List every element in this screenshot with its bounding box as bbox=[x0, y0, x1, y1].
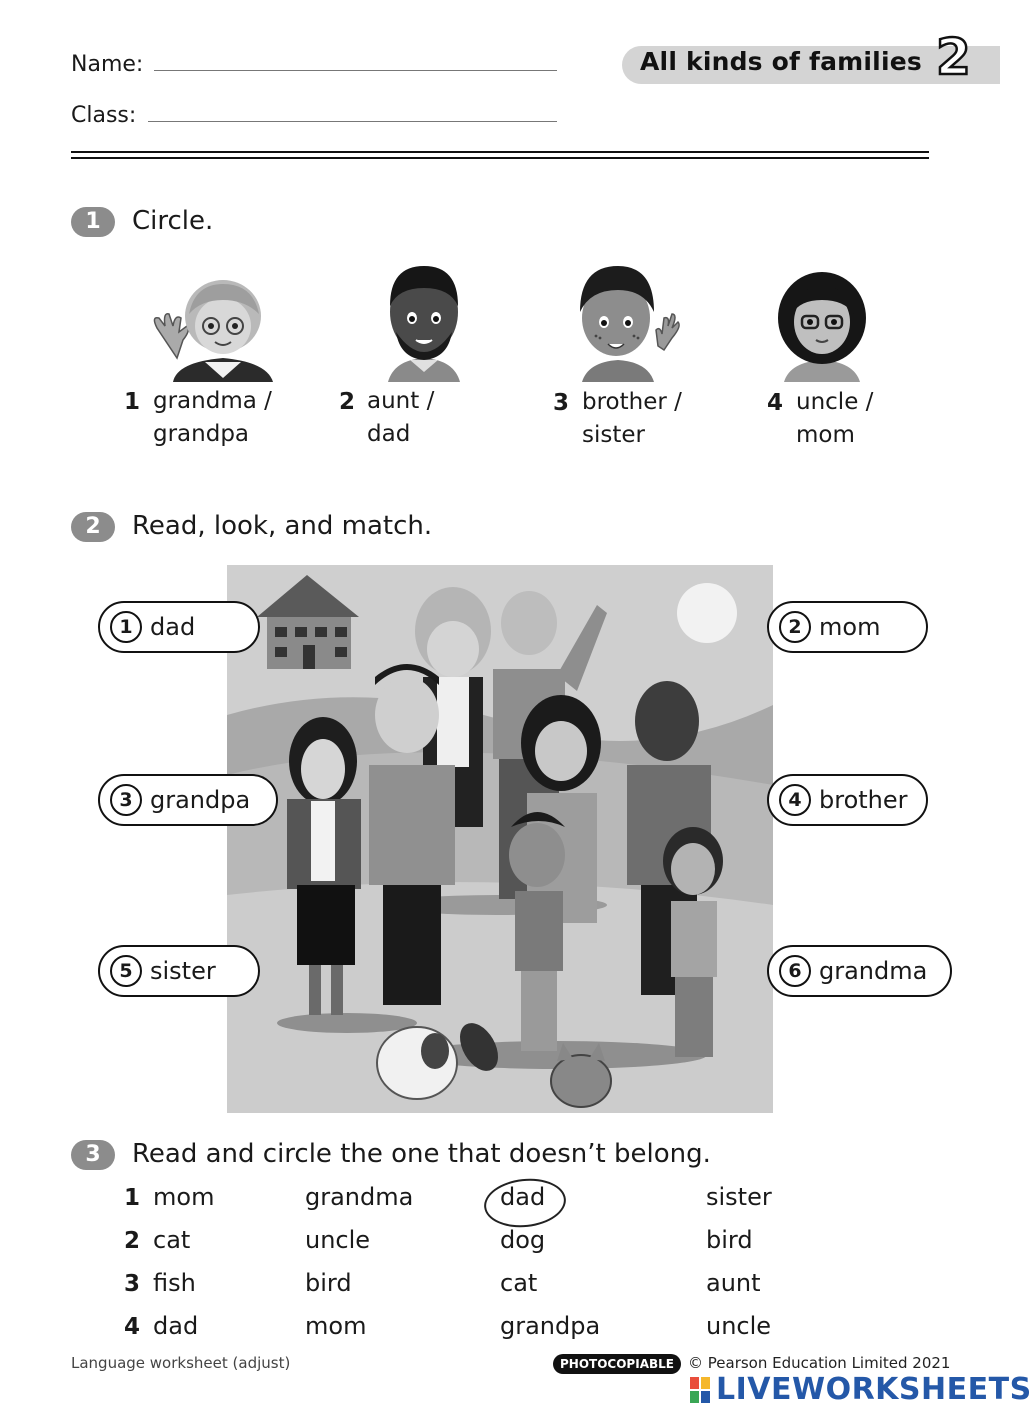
match-label-grandma[interactable] bbox=[767, 945, 952, 997]
mom-face-icon bbox=[776, 262, 868, 382]
match-label-word: mom bbox=[819, 613, 881, 641]
ex3-badge: 3 bbox=[71, 1140, 115, 1170]
ex3-word[interactable]: grandma bbox=[305, 1183, 414, 1211]
family-scene-illustration bbox=[227, 565, 773, 1113]
ex1-item-3-number: 3 bbox=[553, 390, 570, 416]
worksheet-title: All kinds of families bbox=[640, 47, 922, 76]
ex3-word[interactable]: cat bbox=[500, 1269, 538, 1297]
match-label-word: sister bbox=[150, 957, 216, 985]
match-label-word: grandpa bbox=[150, 786, 251, 814]
match-label-word: grandma bbox=[819, 957, 928, 985]
match-label-word: dad bbox=[150, 613, 196, 641]
ex3-word[interactable]: mom bbox=[153, 1183, 215, 1211]
ex1-item-3-line1[interactable]: brother / bbox=[582, 389, 682, 415]
match-label-number: 5 bbox=[110, 955, 142, 987]
match-label-sister[interactable] bbox=[98, 945, 260, 997]
match-label-grandpa[interactable] bbox=[98, 774, 278, 826]
grandma-face-icon bbox=[145, 258, 275, 382]
ex3-word[interactable]: fish bbox=[153, 1269, 196, 1297]
ex3-title: Read and circle the one that doesn’t belong. bbox=[132, 1139, 711, 1169]
ex3-word[interactable]: bird bbox=[305, 1269, 352, 1297]
ex3-row-3-number: 3 bbox=[124, 1271, 141, 1297]
ex1-item-3-line2[interactable]: sister bbox=[582, 422, 645, 448]
ex3-row-4-number: 4 bbox=[124, 1314, 141, 1340]
ex1-item-2-number: 2 bbox=[339, 389, 356, 415]
ex3-word[interactable]: uncle bbox=[706, 1312, 772, 1340]
liveworksheets-brand[interactable]: LIVEWORKSHEETS bbox=[716, 1372, 1032, 1407]
ex2-badge: 2 bbox=[71, 512, 115, 542]
ex1-item-4-line2[interactable]: mom bbox=[796, 422, 855, 448]
ex3-row-2-number: 2 bbox=[124, 1228, 141, 1254]
ex3-word[interactable]: mom bbox=[305, 1312, 367, 1340]
ex3-word[interactable]: dad bbox=[153, 1312, 199, 1340]
ex1-item-2-line2[interactable]: dad bbox=[367, 421, 411, 447]
ex2-title: Read, look, and match. bbox=[132, 511, 433, 541]
ex1-item-4-number: 4 bbox=[767, 390, 784, 416]
ex3-word[interactable]: dog bbox=[500, 1226, 546, 1254]
name-label: Name: bbox=[71, 52, 144, 77]
ex1-item-2-line1[interactable]: aunt / bbox=[367, 388, 435, 414]
ex3-word[interactable]: sister bbox=[706, 1183, 772, 1211]
match-label-number: 1 bbox=[110, 611, 142, 643]
footer-note: Language worksheet (adjust) bbox=[71, 1354, 291, 1372]
match-label-number: 3 bbox=[110, 784, 142, 816]
ex3-row-1-number: 1 bbox=[124, 1185, 141, 1211]
match-label-number: 4 bbox=[779, 784, 811, 816]
class-field-line[interactable] bbox=[148, 121, 557, 122]
dad-face-icon bbox=[382, 262, 466, 382]
liveworksheets-logo-icon bbox=[690, 1377, 710, 1403]
match-label-number: 2 bbox=[779, 611, 811, 643]
ex1-item-4-line1[interactable]: uncle / bbox=[796, 389, 874, 415]
ex1-item-1-line1[interactable]: grandma / bbox=[153, 388, 272, 414]
copyright-text: © Pearson Education Limited 2021 bbox=[688, 1354, 951, 1372]
ex3-word[interactable]: cat bbox=[153, 1226, 191, 1254]
header-rule-top bbox=[71, 151, 929, 153]
ex1-title: Circle. bbox=[132, 206, 214, 236]
class-label: Class: bbox=[71, 103, 137, 128]
ex3-word[interactable]: dad bbox=[500, 1183, 546, 1211]
match-label-number: 6 bbox=[779, 955, 811, 987]
ex1-item-1-line2[interactable]: grandpa bbox=[153, 421, 250, 447]
photocopiable-badge: PHOTOCOPIABLE bbox=[553, 1354, 681, 1374]
match-label-dad[interactable] bbox=[98, 601, 260, 653]
name-field-line[interactable] bbox=[154, 70, 557, 71]
match-label-word: brother bbox=[819, 786, 908, 814]
ex3-word[interactable]: grandpa bbox=[500, 1312, 601, 1340]
ex1-item-1-number: 1 bbox=[124, 389, 141, 415]
match-label-brother[interactable] bbox=[767, 774, 928, 826]
ex3-word[interactable]: aunt bbox=[706, 1269, 761, 1297]
ex3-word[interactable]: uncle bbox=[305, 1226, 371, 1254]
ex3-word[interactable]: bird bbox=[706, 1226, 753, 1254]
ex1-badge: 1 bbox=[71, 207, 115, 237]
header-rule-bottom bbox=[71, 157, 929, 159]
unit-number: 2 bbox=[936, 28, 971, 86]
brother-face-icon bbox=[574, 266, 680, 382]
match-label-mom[interactable] bbox=[767, 601, 928, 653]
